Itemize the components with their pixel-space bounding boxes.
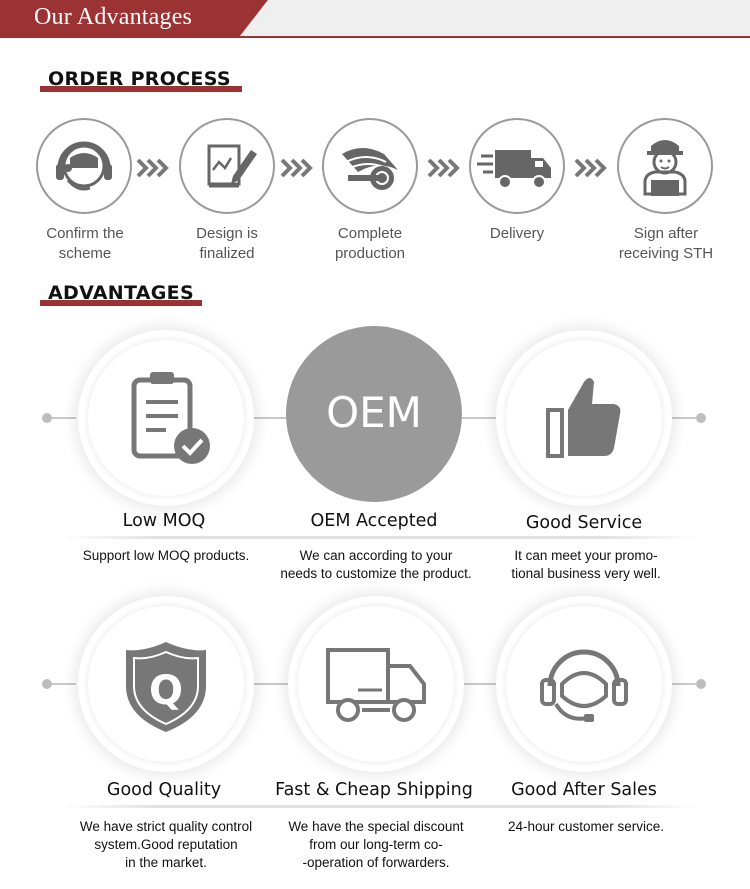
advantage-after-sales [496,596,672,772]
connector-dot [696,679,706,689]
step-complete-production [322,118,418,214]
step-label: Complete production [334,225,406,262]
clipboard-check-icon [88,340,244,496]
step-design-finalized [179,118,275,214]
advantage-fast-shipping [288,596,464,772]
order-process-heading-text: ORDER PROCESS [48,68,231,90]
advantage-low-moq [78,330,254,506]
page-title: Our Advantages [34,4,193,30]
svg-text:Q: Q [148,668,184,714]
chevrons-icon [136,158,174,178]
fabric-roll-icon [324,120,416,212]
truck-outline-icon [298,606,454,762]
divider [62,536,698,539]
advantages-heading [40,282,210,310]
step-delivery [469,118,565,214]
courier-icon [619,120,711,212]
chevrons-icon [574,158,612,178]
advantage-desc: It can meet your promo- tional business very well. [511,548,661,581]
advantages-heading-text: ADVANTAGES [48,282,194,304]
divider [62,805,698,808]
advantage-good-quality [78,596,254,772]
step-sign-after-receiving [617,118,713,214]
quality-shield-icon [88,606,244,762]
advantage-desc: 24-hour customer service. [507,819,665,834]
connector-line [52,683,76,685]
advantage-title: Good Quality [106,780,222,800]
step-label: Delivery [489,225,545,242]
advantage-desc: Support low MOQ products. [82,548,250,563]
connector-dot [42,413,52,423]
step-label: Design is finalized [196,225,258,262]
step-confirm-scheme [36,118,132,214]
advantage-desc: We have the special discount from our long-term co- -operation of forwarders. [288,819,464,870]
connector-line [672,683,696,685]
advantage-oem [286,326,462,502]
delivery-truck-icon [471,120,563,212]
advantage-desc: We can according to your needs to customize the product. [280,548,472,581]
connector-line [52,417,76,419]
step-label: Confirm the scheme [46,225,124,262]
advantage-title: Fast & Cheap Shipping [275,780,473,800]
step-label: Sign after receiving STH [618,225,714,262]
chevrons-icon [280,158,318,178]
connector-dot [696,413,706,423]
advantage-desc: We have strict quality control system.Good reputation in the market. [79,819,253,870]
headset-icon [38,120,130,212]
advantage-title: Good After Sales [511,780,657,800]
connector-line [672,417,696,419]
advantage-title: OEM Accepted [310,511,438,531]
advantage-title: Good Service [525,513,643,533]
advantage-title: Low MOQ [122,511,206,531]
connector-dot [42,679,52,689]
connector-line [462,683,496,685]
connector-line [254,417,288,419]
connector-line [254,683,288,685]
support-headset-icon [506,606,662,762]
chevrons-icon [427,158,465,178]
design-pencil-icon [181,120,273,212]
connector-line [462,417,496,419]
order-process-heading [40,68,250,96]
header-banner [0,0,750,40]
advantage-good-service [496,330,672,506]
oem-icon-text: OEM [326,388,422,437]
thumbs-up-icon [506,340,662,496]
